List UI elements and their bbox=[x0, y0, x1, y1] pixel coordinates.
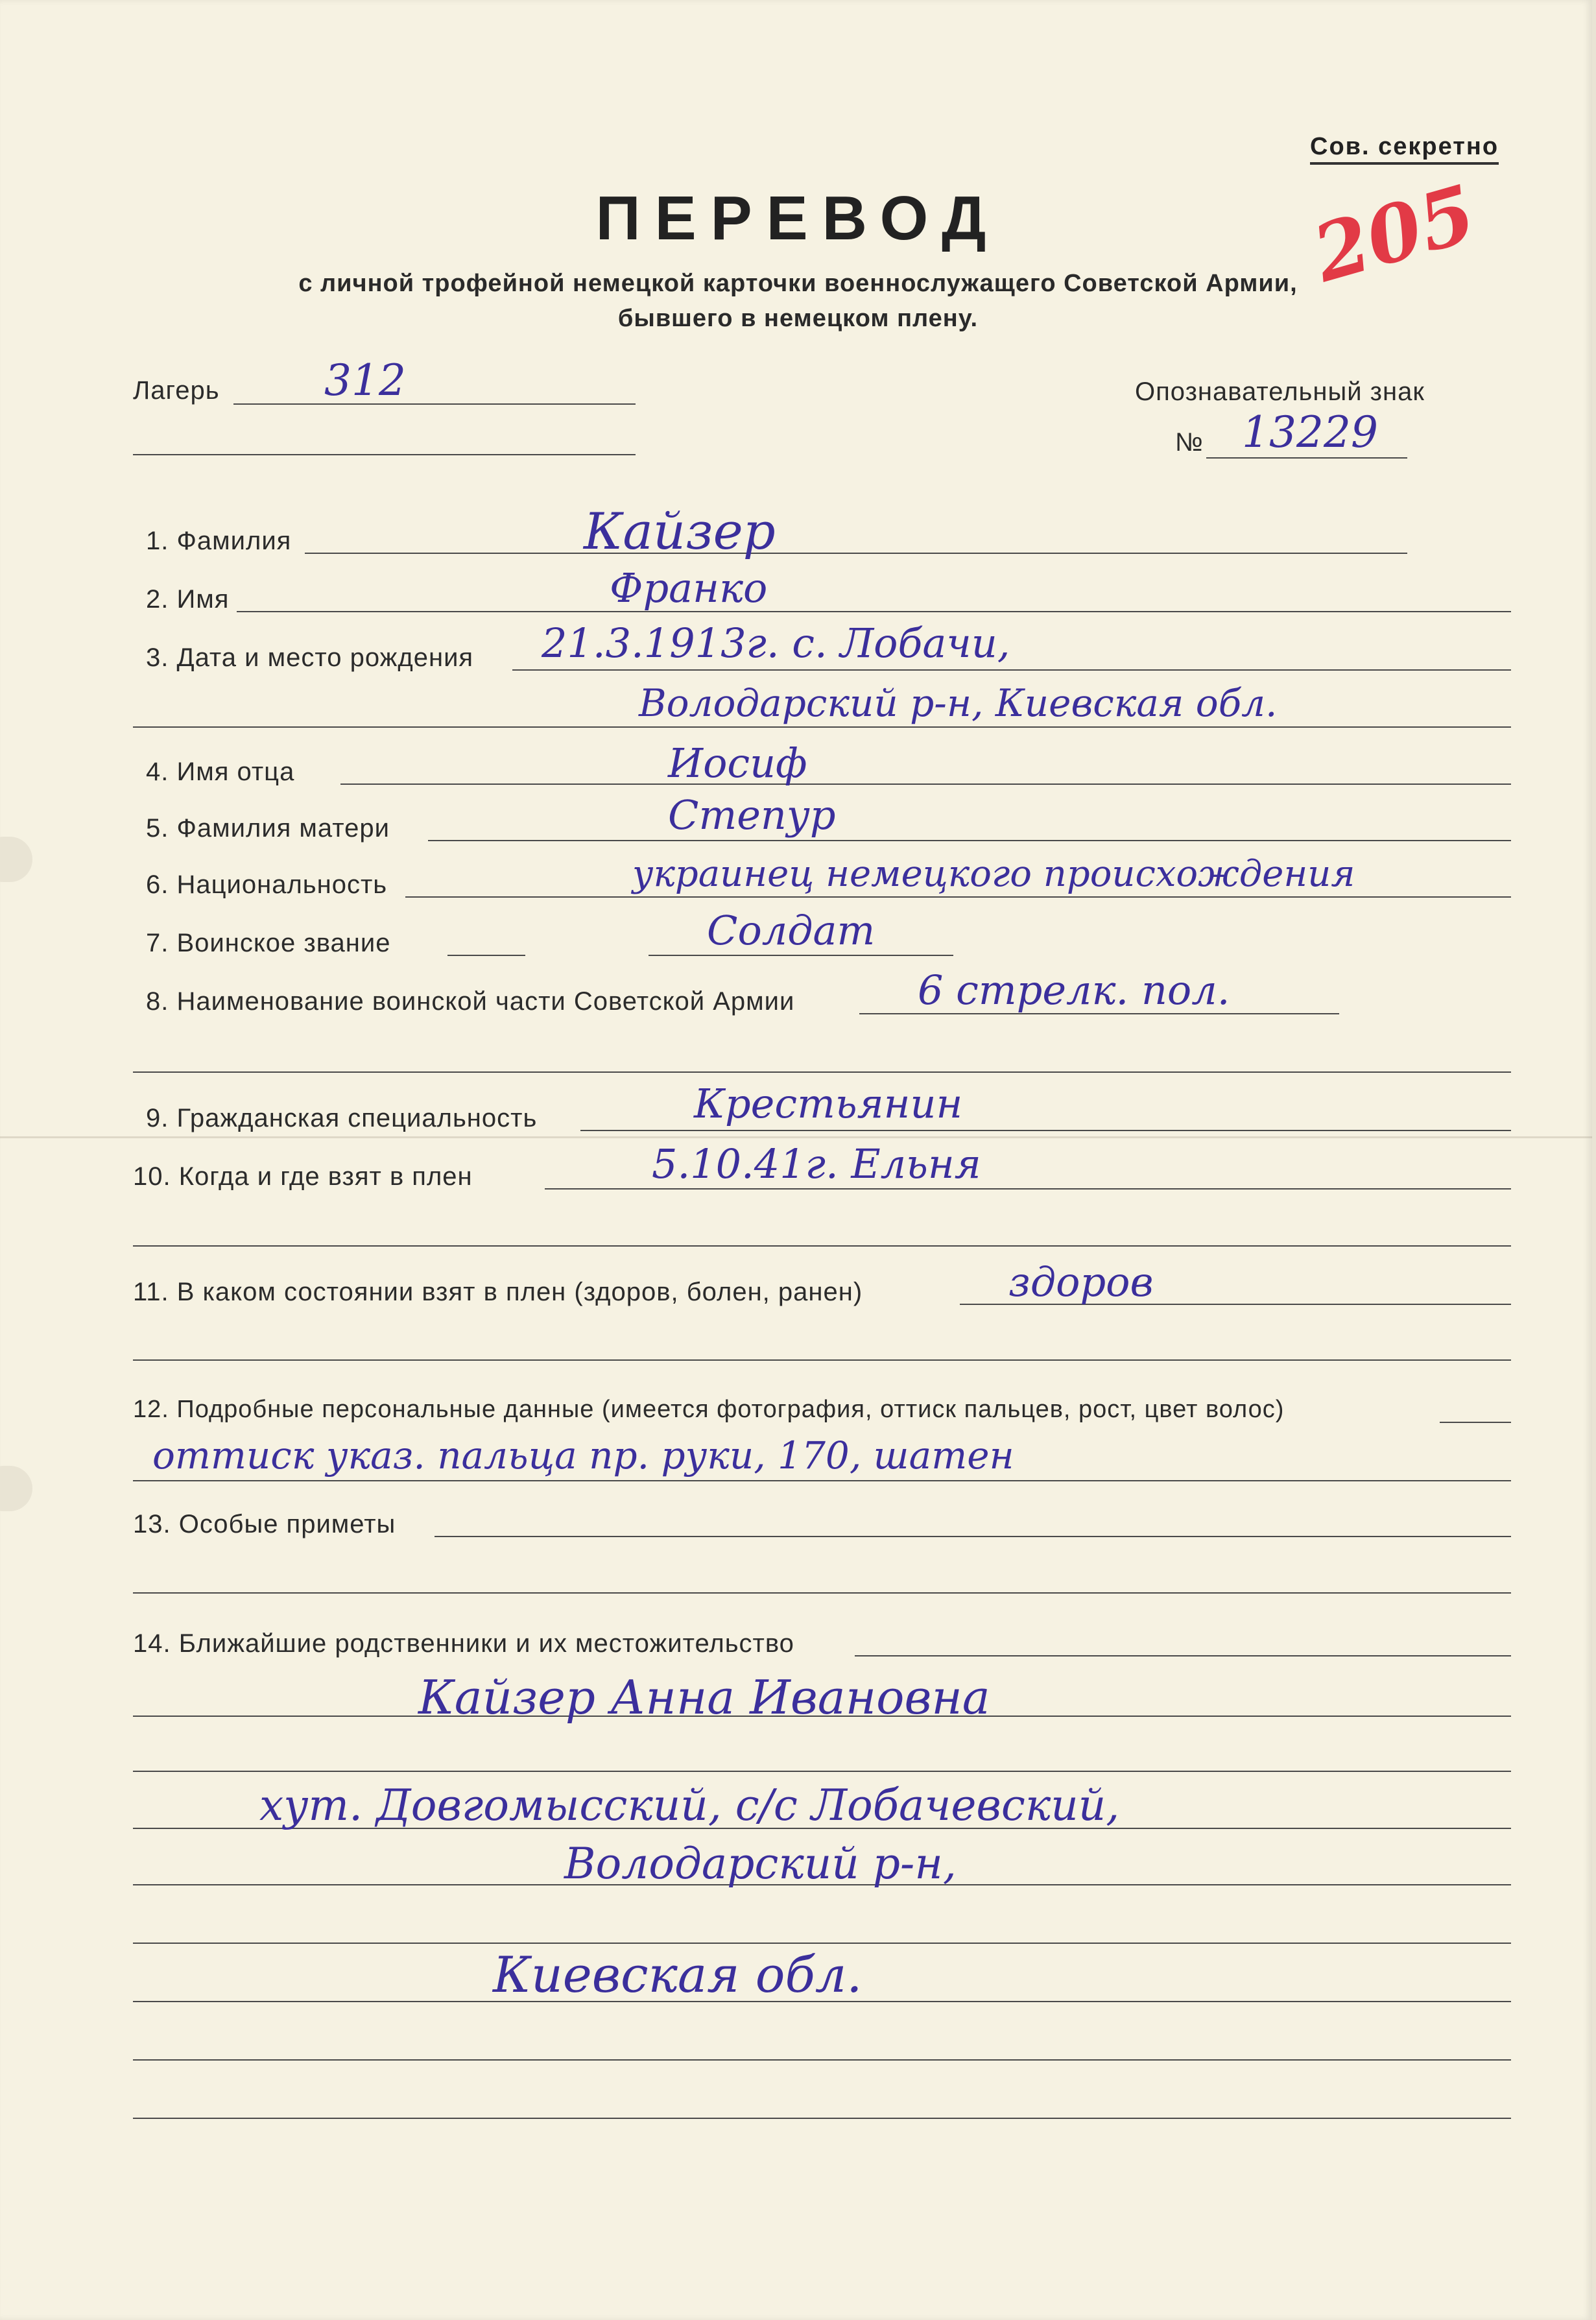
field-4-line bbox=[340, 783, 1511, 785]
field-12-value: оттиск указ. пальца пр. руки, 170, шатен bbox=[152, 1433, 1014, 1477]
field-8-label: 8. Наименование воинской части Советской Армии bbox=[146, 987, 795, 1016]
camp-line-2 bbox=[133, 454, 636, 455]
field-10-line-2 bbox=[133, 1245, 1511, 1247]
field-14-line-9 bbox=[133, 2118, 1511, 2119]
subtitle-line-2: бывшего в немецком плену. bbox=[617, 305, 979, 332]
field-1-label: 1. Фамилия bbox=[146, 527, 292, 555]
field-3-value-2: Володарский р-н, Киевская обл. bbox=[639, 681, 1278, 725]
field-7-value: Солдат bbox=[707, 907, 875, 954]
field-14-line-3 bbox=[133, 1771, 1511, 1772]
field-14-line bbox=[855, 1655, 1511, 1656]
field-6-value: украинец немецкого происхождения bbox=[632, 853, 1355, 895]
camp-line bbox=[233, 403, 636, 405]
relative-address-1: хут. Довгомысский, с/с Лобачевский, bbox=[259, 1780, 1120, 1830]
fold-line bbox=[0, 1136, 1592, 1138]
relative-address-3: Киевская обл. bbox=[493, 1946, 863, 2003]
field-13-line-2 bbox=[133, 1592, 1511, 1594]
field-1-value: Кайзер bbox=[584, 503, 776, 561]
punch-hole-bottom bbox=[0, 1466, 32, 1511]
id-sign-label: Опознавательный знак bbox=[1135, 377, 1425, 406]
subtitle-line-1: с личной трофейной немецкой карточки военнослужащего Советской Армии, bbox=[298, 270, 1298, 297]
field-7-label: 7. Воинское звание bbox=[146, 929, 391, 957]
field-12-label: 12. Подробные персональные данные (имеется фотография, оттиск пальцев, рост, цвет волос) bbox=[133, 1396, 1285, 1423]
field-3-value: 21.3.1913г. с. Лобачи, bbox=[542, 619, 1010, 667]
relative-name: Кайзер Анна Ивановна bbox=[418, 1670, 990, 1725]
number-label: № bbox=[1175, 428, 1204, 457]
field-11-value: здоров bbox=[1008, 1258, 1154, 1306]
field-7-line-b bbox=[649, 955, 953, 956]
field-5-value: Степур bbox=[668, 791, 836, 839]
field-10-label: 10. Когда и где взят в плен bbox=[133, 1162, 473, 1191]
field-2-value: Франко bbox=[610, 564, 768, 612]
field-6-label: 6. Национальность bbox=[146, 870, 388, 899]
field-3-line bbox=[512, 669, 1511, 671]
field-3-line-2 bbox=[133, 726, 1511, 728]
field-10-line bbox=[545, 1188, 1511, 1190]
field-8-value: 6 стрелк. пол. bbox=[918, 966, 1230, 1014]
field-11-label: 11. В каком состоянии взят в плен (здоров, болен, ранен) bbox=[133, 1278, 863, 1306]
relative-address-2: Володарский р-н, bbox=[564, 1839, 957, 1889]
red-handwritten-number: 205 bbox=[1304, 167, 1486, 300]
field-14-line-8 bbox=[133, 2059, 1511, 2061]
number-line bbox=[1206, 457, 1407, 459]
field-2-line bbox=[237, 611, 1511, 612]
field-4-value: Иосиф bbox=[668, 739, 807, 787]
field-12-line bbox=[1440, 1422, 1511, 1423]
field-9-label: 9. Гражданская специальность bbox=[146, 1104, 538, 1132]
field-4-label: 4. Имя отца bbox=[146, 758, 295, 786]
field-7-line-a bbox=[447, 955, 525, 956]
field-14-line-6 bbox=[133, 1943, 1511, 1944]
field-1-line bbox=[305, 553, 1407, 554]
page-title: ПЕРЕВОД bbox=[595, 184, 1001, 253]
field-6-line bbox=[405, 896, 1511, 898]
field-5-label: 5. Фамилия матери bbox=[146, 814, 390, 843]
field-9-line bbox=[580, 1130, 1511, 1131]
field-11-line-2 bbox=[133, 1359, 1511, 1361]
field-9-value: Крестьянин bbox=[694, 1080, 963, 1127]
field-5-line bbox=[428, 840, 1511, 841]
field-2-label: 2. Имя bbox=[146, 585, 230, 614]
page-subtitle bbox=[0, 266, 1596, 336]
field-13-label: 13. Особые приметы bbox=[133, 1510, 396, 1538]
number-value: 13229 bbox=[1242, 407, 1378, 457]
field-13-line bbox=[435, 1536, 1511, 1537]
classification-stamp: Сов. секретно bbox=[1310, 133, 1499, 165]
camp-label: Лагерь bbox=[133, 376, 220, 405]
field-8-line-2 bbox=[133, 1071, 1511, 1073]
punch-hole-top bbox=[0, 837, 32, 882]
field-10-value: 5.10.41г. Ельня bbox=[652, 1140, 981, 1188]
field-14-label: 14. Ближайшие родственники и их местожительство bbox=[133, 1629, 794, 1658]
camp-value: 312 bbox=[324, 355, 406, 405]
field-3-label: 3. Дата и место рождения bbox=[146, 643, 474, 672]
field-12-line-2 bbox=[133, 1480, 1511, 1481]
